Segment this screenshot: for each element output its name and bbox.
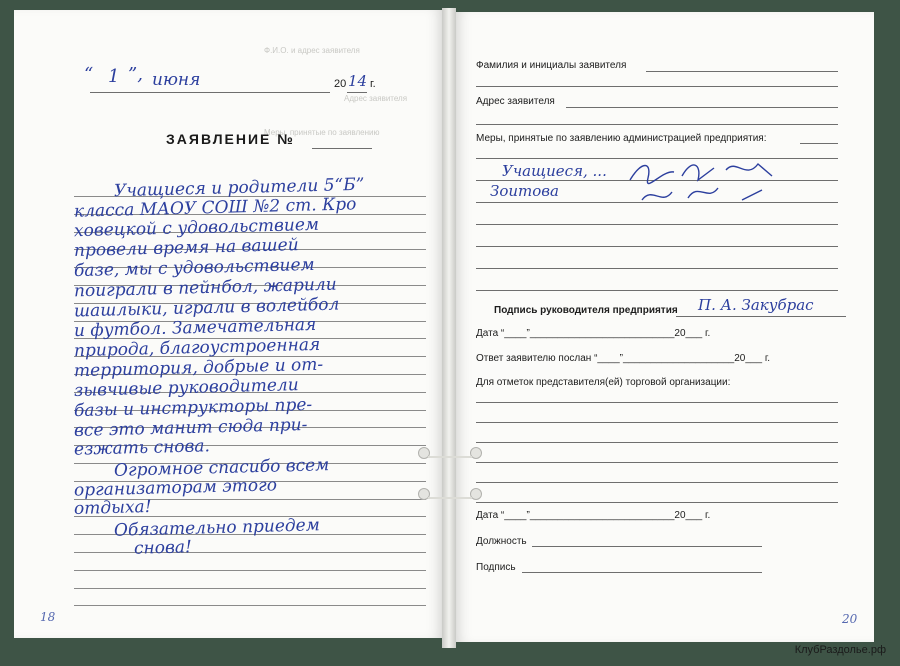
signature-line [522,572,762,573]
measures-text-1: Учащиеся, ... [502,162,607,180]
trade-line [476,422,838,423]
year-line [347,92,367,93]
right-page [454,12,874,642]
writing-line [74,588,426,589]
trade-line [476,462,838,463]
date-line [90,92,330,93]
trade-line [476,442,838,443]
measures-line [476,246,838,247]
trade-line [476,502,838,503]
watermark: КлубРаздолье.рф [794,644,886,656]
measures-line [800,143,838,144]
letter-line: природа, благоустроенная [73,334,321,362]
manager-sign-label: Подпись руководителя предприятия [494,305,678,316]
letter-line: базе, мы с удовольствием [73,254,315,282]
measures-label: Меры, принятые по заявлению администрацией предприятия: [476,133,767,144]
letter-line: отдыха! [73,496,152,520]
page-number-right: 20 [842,612,858,626]
book-spine [442,8,456,648]
measures-line [476,290,838,291]
letter-line: провели время на вашей [73,235,299,261]
position-line [532,546,762,547]
writing-line [74,570,426,571]
measures-text-2: Зоитова [490,182,559,200]
page-title: ЗАЯВЛЕНИЕ № [166,131,295,147]
number-line [312,148,372,149]
date1-label: Дата “____”__________________________20___ г. [476,328,711,339]
page-number-left: 18 [40,610,56,624]
bleed-through-text: Меры, принятые по заявлению [264,128,380,137]
surname-line-2 [476,86,838,87]
manager-sign-line [676,316,846,317]
date-year-suffix: г. [370,78,376,90]
address-label: Адрес заявителя [476,96,555,107]
binding-thread [428,456,472,458]
binding-thread [428,497,472,499]
bleed-through-text: Адрес заявителя [344,94,408,103]
letter-line: зывчивые руководители [73,375,299,401]
letter-line: Огромное спасибо всем [113,455,330,481]
date2-label: Дата “____”__________________________20___ г. [476,510,711,521]
address-line-2 [476,124,838,125]
position-label: Должность [476,536,527,547]
letter-line: все это манит сюда при- [73,414,308,442]
date-month: июня [152,70,201,90]
letter-line: езжать снова. [73,436,211,460]
trade-line [476,402,838,403]
signature-label: Подпись [476,562,516,573]
letter-line: базы и инструкторы пре- [73,394,313,422]
date-year-prefix: 20 [334,78,347,90]
date-year: 14 [348,72,368,90]
letter-line: и футбол. Замечательная [73,314,317,342]
letter-line: ховецкой с удовольствием [73,214,320,242]
writing-line [74,605,426,606]
trade-line [476,482,838,483]
manager-signature: П. А. Закубрас [698,296,814,314]
handwritten-signatures [622,150,802,210]
letter-line: класса МАОУ СОШ №2 ст. Кро [73,194,357,222]
writing-line [74,552,426,553]
letter-line: Обязательно приедем [113,515,321,541]
letter-line: шашлыки, играли в волейбол [73,294,340,322]
surname-label: Фамилия и инициалы заявителя [476,60,627,71]
date-day: 1 [108,66,120,87]
reply-label: Ответ заявителю послан “____”____________________20___ г. [476,353,771,364]
letter-line: территория, добрые и от- [73,354,324,382]
left-page [14,10,444,638]
date-quote-open: “ [84,64,94,85]
bleed-through-text: Ф.И.О. и адрес заявителя [264,46,360,55]
surname-line [646,71,838,72]
letter-line: организаторам этого [73,475,278,501]
address-line [566,107,838,108]
measures-line [476,224,838,225]
measures-line [476,268,838,269]
trade-label: Для отметок представителя(ей) торговой организации: [476,377,731,388]
letter-line: снова! [133,537,193,559]
letter-line: поиграли в пейнбол, жарили [73,274,337,302]
date-quote-close: ”, [128,64,143,85]
letter-line: Учащиеся и родители 5“Б” [113,174,365,202]
